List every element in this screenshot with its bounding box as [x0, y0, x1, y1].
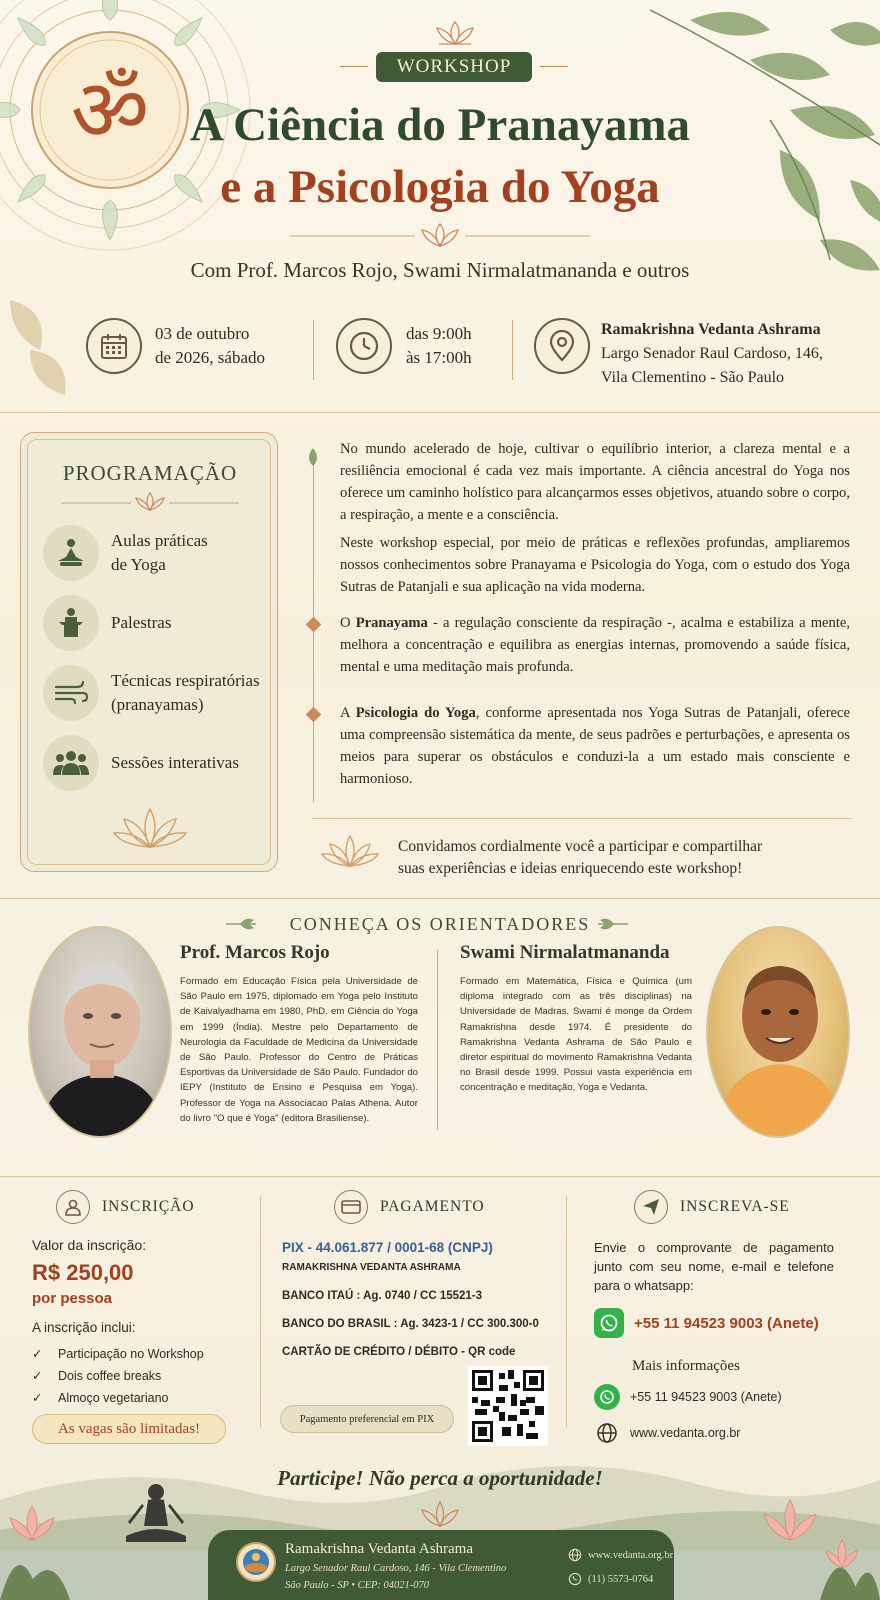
check-icon: ✓ — [32, 1369, 43, 1383]
send-instructions: Envie o comprovante de pagamento junto com seu nome, e-mail e telefone para o whatsapp: — [594, 1240, 834, 1293]
programacao-item-sessoes — [43, 733, 273, 793]
invite-line1: Convidamos cordialmente você a participar e compartilhar — [398, 838, 763, 855]
pix-key: PIX - 44.061.877 / 0001-68 (CNPJ) — [282, 1240, 493, 1255]
text: O — [340, 615, 356, 631]
divider — [260, 1196, 261, 1428]
orientador-name-marcos: Prof. Marcos Rojo — [180, 942, 330, 963]
programacao-title: PROGRAMAÇÃO — [62, 461, 238, 485]
time-line1: das 9:00h — [406, 324, 472, 343]
divider — [566, 1196, 567, 1428]
text: A — [340, 705, 356, 721]
divider — [313, 320, 314, 380]
programacao-card — [20, 432, 278, 872]
whatsapp-icon — [594, 1384, 620, 1410]
bullet-diamond — [306, 707, 322, 723]
card-payment: CARTÃO DE CRÉDITO / DÉBITO - QR code — [282, 1346, 516, 1358]
workshop-badge: WORKSHOP — [376, 52, 532, 82]
programacao-item-palestras — [43, 593, 273, 653]
lotus-icon — [433, 20, 477, 46]
price-unit: por pessoa — [32, 1290, 113, 1307]
footer-website[interactable] — [568, 1548, 673, 1562]
limited-spots-badge: As vagas são limitadas! — [32, 1414, 226, 1444]
include-text: Participação no Workshop — [58, 1346, 204, 1361]
text: , conforme apresentada nos Yoga Sutras de Patanjali, oferece uma compreensão sistemática da mente, de seus padrões e perturbações, e apresenta os meios para superar os obstáculos e conduzi-la a um estado mais consciente e harmonioso. — [340, 705, 850, 787]
inscricao-title: INSCRIÇÃO — [102, 1198, 195, 1215]
preferred-payment-badge: Pagamento preferencial em PIX — [280, 1405, 454, 1433]
programacao-item-pranayamas — [43, 663, 273, 723]
lectern-icon — [43, 595, 99, 651]
meditation-icon — [43, 525, 99, 581]
programacao-label — [111, 529, 208, 577]
invitation-text — [398, 836, 858, 880]
section-divider — [0, 1176, 880, 1177]
include-text: Dois coffee breaks — [58, 1368, 162, 1383]
whatsapp-number-small: +55 11 94523 9003 (Anete) — [630, 1390, 782, 1404]
bank-bb: BANCO DO BRASIL : Ag. 3423-1 / CC 300.300-0 — [282, 1318, 539, 1330]
footer-org-name: Ramakrishna Vedanta Ashrama — [285, 1541, 474, 1557]
invite-line2: suas experiências e ideias enriquecendo este workshop! — [398, 860, 743, 877]
programacao-label: Palestras — [111, 613, 172, 632]
event-date — [155, 322, 265, 370]
lotus-divider-icon — [270, 222, 610, 248]
place-address: Largo Senador Raul Cardoso, 146, — [601, 345, 823, 362]
clock-icon — [336, 318, 392, 374]
include-item — [32, 1390, 168, 1405]
label-line2: (pranayamas) — [111, 695, 204, 714]
time-line2: às 17:00h — [406, 348, 472, 367]
inscricao-header — [56, 1190, 195, 1224]
call-to-action: Participe! Não perca a oportunidade! — [277, 1466, 603, 1490]
calendar-icon — [86, 318, 142, 374]
divider — [312, 818, 852, 819]
includes-label: A inscrição inclui: — [32, 1320, 136, 1335]
account-holder: RAMAKRISHNA VEDANTA ASHRAMA — [282, 1262, 461, 1273]
phone-icon — [568, 1572, 582, 1586]
whatsapp-number: +55 11 94523 9003 (Anete) — [634, 1314, 819, 1332]
orientadores-title: CONHEÇA OS ORIENTADORES — [289, 914, 591, 934]
qr-code[interactable] — [468, 1366, 548, 1446]
label-line1: Aulas práticas — [111, 531, 208, 550]
divider — [437, 950, 438, 1130]
divider-line — [540, 66, 568, 67]
divider — [512, 320, 513, 380]
portrait-swami — [706, 926, 850, 1138]
lotus-divider-icon — [61, 491, 239, 511]
event-location — [601, 318, 823, 390]
user-icon — [56, 1190, 90, 1224]
footer-phone-text: (11) 5573-0764 — [588, 1573, 654, 1585]
lotus-icon — [320, 832, 380, 870]
whatsapp-info[interactable] — [594, 1384, 782, 1410]
label-line1: Técnicas respiratórias — [111, 671, 260, 690]
group-icon — [43, 735, 99, 791]
paper-plane-icon — [634, 1190, 668, 1224]
pranayama-term: Pranayama — [355, 615, 428, 631]
subtitle: Com Prof. Marcos Rojo, Swami Nirmalatmananda e outros — [190, 258, 690, 282]
section-divider — [0, 412, 880, 413]
include-item — [32, 1346, 204, 1361]
orientador-name-swami: Swami Nirmalatmananda — [460, 942, 670, 963]
inscrevase-header — [634, 1190, 790, 1224]
bullet-diamond — [306, 617, 322, 633]
footer-address: Largo Senador Raul Cardoso, 146 - Vila Clementino — [285, 1563, 507, 1574]
text: - a regulação consciente da respiração -, acalma e estabiliza a mente, melhora a concentração e equilibra as energias internas, promovendo a saúde física, mental e uma meditação mais profunda. — [340, 615, 850, 675]
inscrevase-title: INSCREVA-SE — [680, 1198, 790, 1215]
section-divider — [0, 898, 880, 899]
orientador-bio-swami: Formado em Matemática, Física e Química (um diploma integrado com as três disciplinas) na Universidade de Madras. Swami é monge da Ordem Ramakrishna desde 1974. É presidente do Ramakrishna Vedanta Ashrama de São Paulo e diretor espiritual do movimento Ramakrishna Vedanta no Brasil desde 1999. Possui vasta experiência em concentração e meditação, Yoga e Vedanta. — [460, 976, 692, 1094]
page-title: A Ciência do Pranayama — [189, 99, 691, 151]
website-text: www.vedanta.org.br — [630, 1426, 741, 1440]
place-city: Vila Clementino - São Paulo — [601, 369, 785, 386]
leaf-icon — [304, 446, 322, 468]
footer-website-text: www.vedanta.org.br — [588, 1549, 674, 1561]
label-line2: de Yoga — [111, 555, 166, 574]
ashrama-logo-icon — [236, 1542, 276, 1582]
divider-line — [340, 66, 368, 67]
svg-text:ॐ: ॐ — [70, 61, 150, 161]
programacao-label — [111, 669, 260, 717]
psicologia-paragraph — [340, 702, 850, 790]
include-text: Almoço vegetariano — [58, 1390, 169, 1405]
whatsapp-icon — [594, 1308, 624, 1338]
footer-phone[interactable] — [568, 1572, 653, 1586]
wind-icon — [43, 665, 99, 721]
check-icon: ✓ — [32, 1347, 43, 1361]
date-line2: de 2026, sábado — [155, 348, 266, 367]
pagamento-header — [334, 1190, 485, 1224]
portrait-marcos-rojo — [28, 926, 172, 1138]
programacao-label: Sessões interativas — [111, 753, 239, 772]
place-name: Ramakrishna Vedanta Ashrama — [601, 321, 821, 338]
more-info-label: Mais informações — [632, 1358, 740, 1374]
page-title-line2: e a Psicologia do Yoga — [220, 161, 660, 213]
include-item — [32, 1368, 161, 1383]
event-time — [406, 322, 472, 370]
psicologia-term: Psicologia do Yoga — [355, 705, 476, 721]
programacao-item-yoga — [43, 523, 273, 583]
footer-city: São Paulo - SP • CEP: 04021-070 — [285, 1580, 430, 1591]
whatsapp-main[interactable] — [594, 1308, 819, 1338]
bank-itau: BANCO ITAÚ : Ag. 0740 / CC 15521-3 — [282, 1290, 483, 1302]
globe-icon — [568, 1548, 582, 1562]
price-label: Valor da inscrição: — [32, 1237, 147, 1253]
lotus-icon — [110, 805, 190, 851]
check-icon: ✓ — [32, 1391, 43, 1405]
location-pin-icon — [534, 318, 590, 374]
lotus-icon — [414, 1500, 466, 1528]
leaf-decoration-icon — [0, 290, 90, 400]
pranayama-paragraph — [340, 612, 850, 678]
intro-paragraph: No mundo acelerado de hoje, cultivar o equilíbrio interior, a clareza mental e a resiliência emocional é cada vez mais importante. A ciência ancestral do Yoga nos oferece um caminho holístico para alcançarmos esses objetivos, atuando sobre o corpo, a respiração, a mente e a consciência. — [340, 441, 850, 523]
card-icon — [334, 1190, 368, 1224]
orientador-bio-marcos: Formado em Educação Física pela Universidade de São Paulo em 1975, diplomado em Yoga pelo Instituto de Kaivalyadhama em 1980, PhD. em Ciência do Yoga em 1999 (Índia). Mestre pelo Departamento de Neurologia da Faculdade de Medicina da Universidade de São Paulo. Professor do Centro de Práticas Esportivas da Universidade de São Paulo. Fundador do IEPY (Instituto de Ensino e Pesquisa em Yoga). Professor de Yoga na Associacao Palas Athena. Autor do livro "O que é Yoga" (editora Brasiliense). — [180, 976, 418, 1124]
workshop-paragraph: Neste workshop especial, por meio de práticas e reflexões profundas, ampliaremos nossos conhecimentos sobre Pranayama e Psicologia do Yoga, com o estudo dos Yoga Sutras de Patanjali e sua aplicação na vida moderna. — [340, 535, 850, 595]
pagamento-title: PAGAMENTO — [380, 1198, 485, 1215]
date-line1: 03 de outubro — [155, 324, 250, 343]
price-value: R$ 250,00 — [32, 1260, 134, 1285]
